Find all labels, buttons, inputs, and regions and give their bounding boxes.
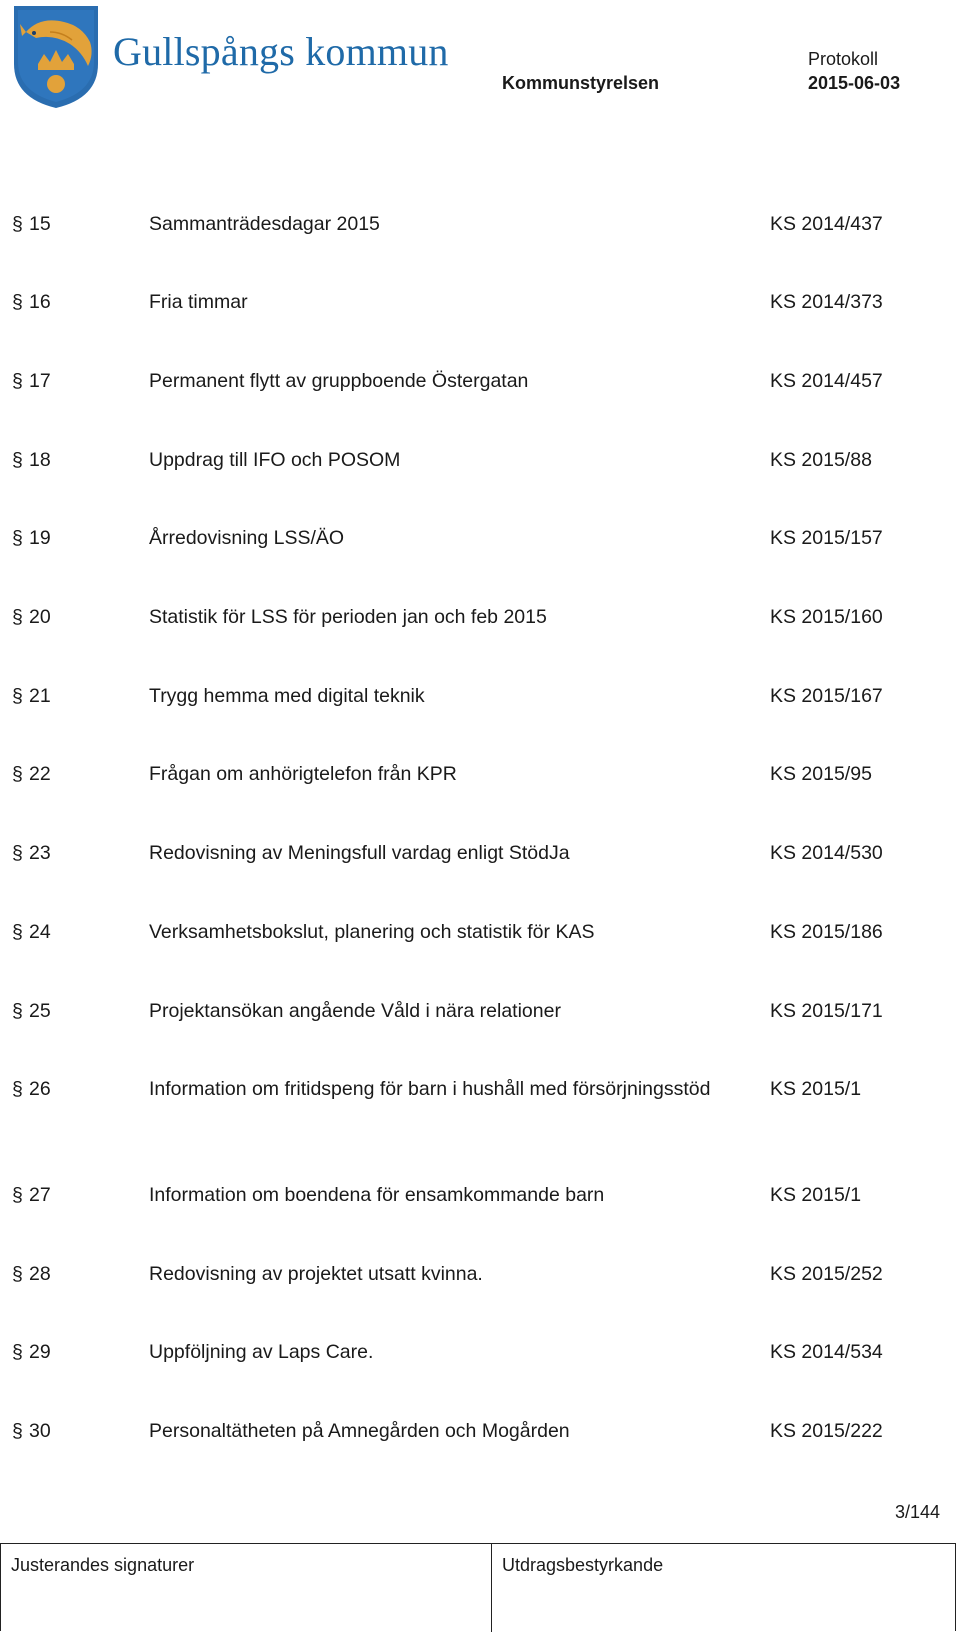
item-title: Permanent flytt av gruppboende Östergatan (149, 370, 529, 392)
item-number: 23 (29, 842, 51, 864)
paragraph-sign: § (12, 1263, 23, 1285)
item-number: 28 (29, 1263, 51, 1285)
signature-footer-table (0, 1543, 956, 1631)
item-title: Uppföljning av Laps Care. (149, 1341, 374, 1363)
paragraph-sign: § (12, 1341, 23, 1363)
page-header (0, 0, 960, 120)
item-title: Redovisning av Meningsfull vardag enligt StödJa (149, 842, 570, 864)
organization-name: Gullspångs kommun (113, 29, 449, 74)
item-reference: KS 2014/530 (770, 842, 883, 864)
item-number: 16 (29, 291, 51, 313)
document-date: 2015-06-03 (808, 73, 901, 93)
item-title: Information om fritidspeng för barn i hushåll med försörjningsstöd (149, 1078, 711, 1100)
item-title: Uppdrag till IFO och POSOM (149, 449, 401, 471)
page-number: 3/144 (895, 1502, 941, 1522)
item-number: 19 (29, 527, 51, 549)
item-reference: KS 2015/157 (770, 527, 883, 549)
item-reference: KS 2015/186 (770, 921, 883, 943)
item-reference: KS 2015/95 (770, 763, 872, 785)
paragraph-sign: § (12, 370, 23, 392)
paragraph-sign: § (12, 763, 23, 785)
item-reference: KS 2015/88 (770, 449, 872, 471)
item-title: Statistik för LSS för perioden jan och feb 2015 (149, 606, 547, 628)
item-title: Sammanträdesdagar 2015 (149, 213, 380, 235)
item-title: Projektansökan angående Våld i nära relationer (149, 1000, 561, 1022)
item-reference: KS 2015/1 (770, 1184, 862, 1206)
item-number: 29 (29, 1341, 51, 1363)
item-number: 15 (29, 213, 51, 235)
item-number: 22 (29, 763, 51, 785)
item-reference: KS 2015/167 (770, 685, 883, 707)
paragraph-sign: § (12, 449, 23, 471)
paragraph-sign: § (12, 685, 23, 707)
paragraph-sign: § (12, 291, 23, 313)
paragraph-sign: § (12, 1000, 23, 1022)
item-title: Fria timmar (149, 291, 248, 313)
paragraph-sign: § (12, 921, 23, 943)
item-number: 25 (29, 1000, 51, 1022)
paragraph-sign: § (12, 606, 23, 628)
item-reference: KS 2015/222 (770, 1420, 883, 1442)
paragraph-sign: § (12, 1184, 23, 1206)
paragraph-sign: § (12, 1420, 23, 1442)
item-title: Redovisning av projektet utsatt kvinna. (149, 1263, 483, 1285)
paragraph-sign: § (12, 842, 23, 864)
paragraph-sign: § (12, 527, 23, 549)
item-reference: KS 2015/252 (770, 1263, 883, 1285)
paragraph-sign: § (12, 213, 23, 235)
item-reference: KS 2014/534 (770, 1341, 883, 1363)
extract-certification-field[interactable] (492, 1544, 955, 1632)
item-title: Trygg hemma med digital teknik (149, 685, 425, 707)
item-title: Frågan om anhörigtelefon från KPR (149, 763, 457, 785)
item-reference: KS 2014/457 (770, 370, 883, 392)
item-title: Personaltätheten på Amnegården och Mogården (149, 1420, 570, 1442)
item-reference: KS 2014/373 (770, 291, 883, 313)
extract-certification-label: Utdragsbestyrkande (502, 1555, 664, 1575)
paragraph-sign: § (12, 1078, 23, 1100)
signatures-label: Justerandes signaturer (11, 1555, 195, 1575)
document-type: Protokoll (808, 49, 879, 69)
item-number: 21 (29, 685, 51, 707)
item-number: 20 (29, 606, 51, 628)
item-number: 27 (29, 1184, 51, 1206)
item-title: Information om boendena för ensamkommande barn (149, 1184, 605, 1206)
municipality-coat-of-arms-logo (10, 2, 102, 110)
item-number: 24 (29, 921, 51, 943)
item-number: 26 (29, 1078, 51, 1100)
item-number: 17 (29, 370, 51, 392)
item-title: Verksamhetsbokslut, planering och statistik för KAS (149, 921, 595, 943)
item-reference: KS 2015/160 (770, 606, 883, 628)
item-reference: KS 2014/437 (770, 213, 883, 235)
item-reference: KS 2015/171 (770, 1000, 883, 1022)
signatures-field[interactable] (1, 1544, 492, 1632)
item-title: Årredovisning LSS/ÄO (149, 527, 345, 549)
item-number: 18 (29, 449, 51, 471)
committee-name: Kommunstyrelsen (502, 73, 660, 93)
item-reference: KS 2015/1 (770, 1078, 862, 1100)
item-number: 30 (29, 1420, 51, 1442)
